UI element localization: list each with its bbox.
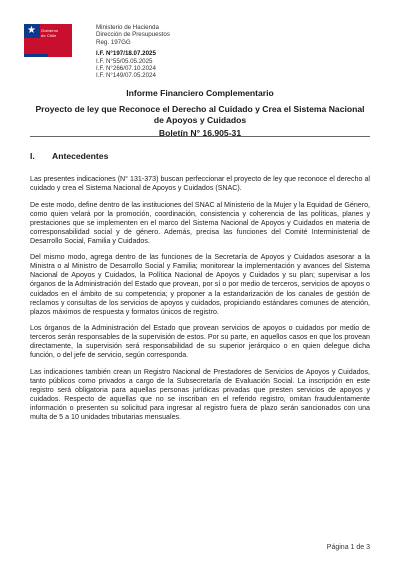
- paragraph: Las presentes indicaciones (N° 131-373) buscan perfeccionar el proyecto de ley que reconoce el derecho al cuidado y crea el Sistema Nacional de Apoyos y Cuidados (SNAC).: [30, 175, 370, 193]
- title-divider: [30, 136, 370, 137]
- logo-text-line2: de Chile: [41, 33, 57, 38]
- logo-color-bar: [24, 54, 72, 57]
- logo-text-line1: Gobierno: [41, 28, 59, 33]
- report-ref-previous-3: I.F. N°149/07.05.2024: [96, 72, 156, 80]
- paragraph: Del mismo modo, agrega dentro de las funciones de la Secretaría de Apoyos y Cuidados asesorar a la Ministra o al Ministro de Desarrollo Social y Familia; monitorear la implementación y avances del Sistema Nacional de Apoyos y Cuidados, la Política Nacional de Apoyos y Cuidados y su plan; supervisar a los órganos de la Administración del Estado que provean, por sí o por medio de terceros, servicios de apoyos o cuidados en el ámbito de su competencia; y proponer a la estandarización de los canales de gestión de reclamos y consultas de los servicios de apoyos y cuidados, propiciando estándares comunes de atención, plazos máximos de respuesta y formatos únicos de registro.: [30, 253, 370, 316]
- logo-text: [41, 28, 58, 38]
- section-heading: [30, 151, 108, 161]
- paragraph: Las indicaciones también crean un Registro Nacional de Prestadores de Servicios de Apoyos y Cuidados, tanto públicos como privados a cargo de la Subsecretaría de Evaluación Social. La inscripción en este registro será obligatoria para aquellas personas jurídicas privadas que presten servicios de apoyos y cuidados. Respecto de aquellas que no se inscriban en el referido registro, omitan fraudulentamente información o presenten su solicitud para ingresar al registro fuera de plazo serán sancionados con una multa de 5 a 10 unidades tributarias mensuales.: [30, 367, 370, 422]
- paragraph: Los órganos de la Administración del Estado que provean servicios de apoyos o cuidados por medio de terceros serán responsables de la supervisión de estos. Por su parte, en aquellos casos en que los provean directamente, la supervisión será responsabilidad de su superior jerárquico o en quien delegue dicha función, o del jefe de servicio, según corresponda.: [30, 324, 370, 360]
- org-line-ministry: Ministerio de Hacienda: [96, 24, 159, 31]
- paragraph: De este modo, define dentro de las instituciones del SNAC al Ministerio de la Mujer y la Equidad de Género, como quien velará por la promoción, coordinación, consistencia y coherencia de las políticas, planes y prestaciones que se implementen en el marco del Sistema Nacional de Apoyos y Cuidados en materia de corresponsabilidad social y de género. Además, precisa las funciones del Comité Interministerial de Desarrollo Social, Familia y Cuidados.: [30, 200, 370, 245]
- report-ref-previous-1: I.F. N°55/05.05.2025: [96, 57, 153, 65]
- bulletin-number: Boletín N° 16.905-31: [158, 128, 242, 138]
- report-ref-current: I.F. N°197/18.07.2025: [96, 50, 156, 58]
- org-line-registry: Reg. 197GG: [96, 38, 131, 46]
- title-block: [30, 88, 370, 139]
- logo-bar-red: [48, 54, 72, 57]
- star-icon: ★: [27, 25, 36, 36]
- page-number: Página 1 de 3: [326, 544, 370, 551]
- bill-title: Proyecto de ley que Reconoce el Derecho al Cuidado y Crea el Sistema Nacional de Apoyos y Cuidados: [35, 104, 365, 125]
- logo-bar-blue: [24, 54, 48, 57]
- header-meta: [96, 24, 170, 80]
- org-line-direction: Dirección de Presupuestos: [96, 31, 170, 39]
- logo-red-block: [24, 24, 72, 54]
- document-body: [30, 175, 370, 430]
- report-ref-previous-2: I.F. N°266/07.10.2024: [96, 65, 156, 73]
- report-title: Informe Financiero Complementario: [126, 88, 274, 98]
- section-number: I.: [30, 151, 35, 161]
- government-logo: [24, 24, 72, 74]
- section-title: Antecedentes: [52, 151, 109, 161]
